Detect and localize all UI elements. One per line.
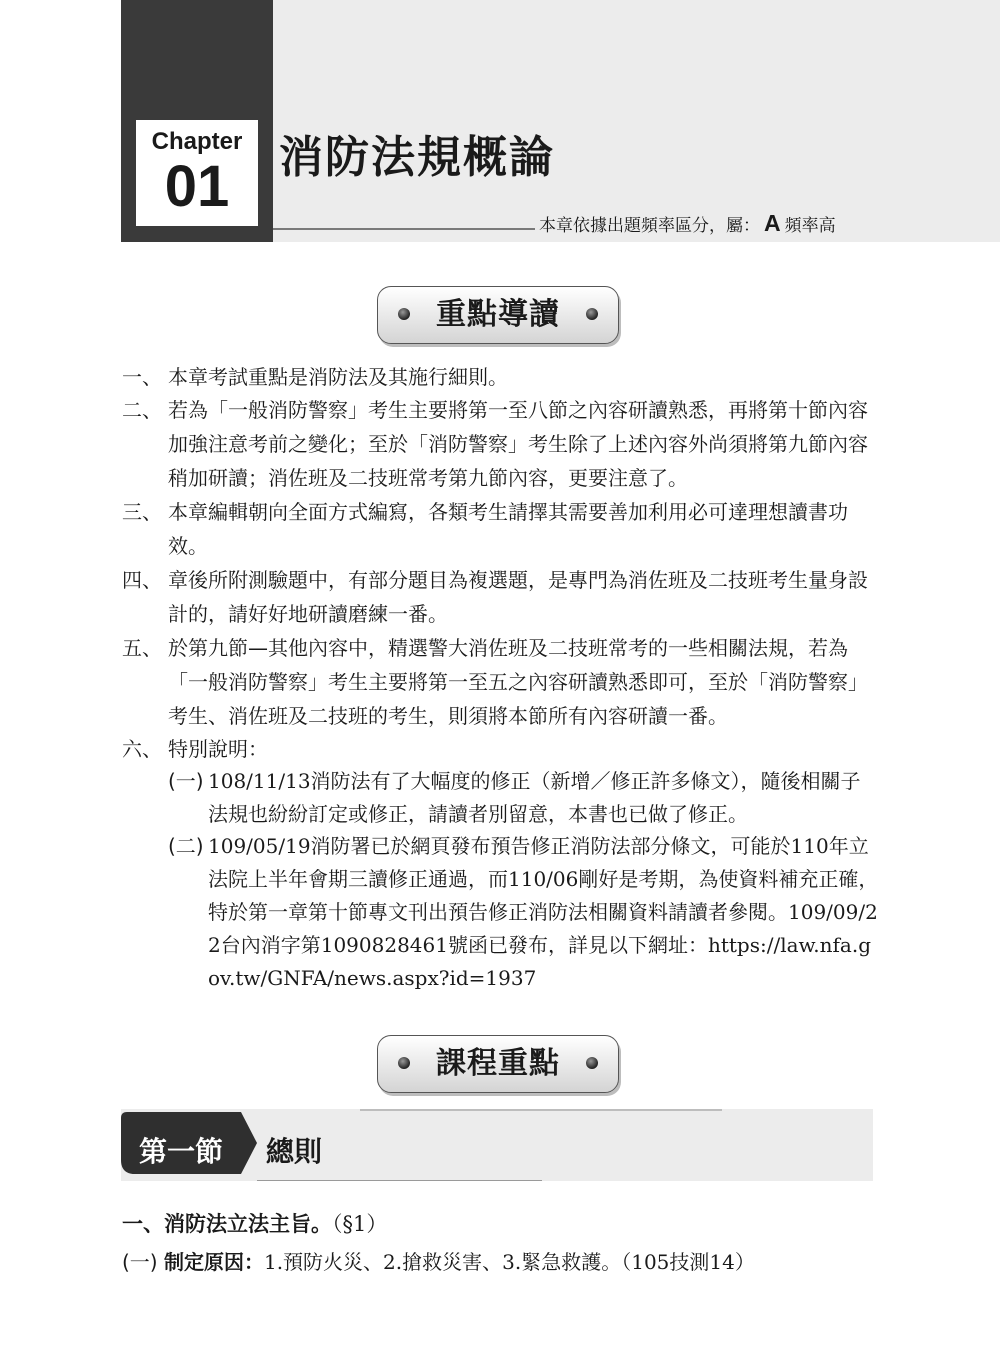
chapter-number: 01 — [164, 154, 230, 219]
divider — [257, 1180, 542, 1181]
divider — [273, 228, 535, 230]
guide-item — [122, 631, 882, 733]
guide-item — [122, 563, 882, 631]
item-text: 本章編輯朝向全面方式編寫，各類考生請擇其需要善加利用必可達理想讀書功效。 — [168, 500, 848, 558]
guide-item — [122, 732, 882, 766]
item-text: 本章考試重點是消防法及其施行細則。 — [168, 365, 508, 389]
section-label: 第一節 — [139, 1135, 224, 1168]
guide-item — [122, 393, 882, 495]
item-number: 三、 — [122, 500, 162, 524]
item-text: 特別說明： — [168, 737, 268, 761]
subitem-text: 108/11/13消防法有了大幅度的修正（新增／修正許多條文），隨後相關子法規也紛紛訂定或修正，請讀者別留意，本書也已做了修正。 — [208, 769, 861, 826]
chapter-word: Chapter — [151, 128, 243, 155]
subitem-text: 109/05/19消防署已於網頁發布預告修正消防法部分條文，可能於110年立法院上半年會期三讀修正通過，而110/06剛好是考期，為使資料補充正確，特於第一章第十節專文刊出預告修正消防法相關資料請讀者參閱。109/09/22台內消字第1090828461號函已發布，詳見以下網址：https://law.nfa.gov.tw/GNFA/news.aspx?id=1937 — [208, 834, 879, 990]
section-title: 總則 — [266, 1135, 323, 1168]
guide-heading-pill — [377, 286, 619, 344]
frequency-grade: A — [764, 210, 781, 236]
guide-subitem — [168, 765, 880, 831]
topic-heading-ref: （§1） — [332, 1212, 388, 1236]
topic-item-text: 1.預防火災、2.搶救災害、3.緊急救護。（105技測14） — [263, 1250, 755, 1274]
topic-item — [122, 1246, 755, 1278]
topic-item-number: (一) — [122, 1250, 158, 1274]
item-text: 若為「一般消防警察」考生主要將第一至八節之內容研讀熟悉，再將第十節內容加強注意考前之變化；至於「消防警察」考生除了上述內容外尚須將第九節內容稍加研讀；消佐班及二技班常考第九節內容，更要注意了。 — [168, 398, 868, 490]
guide-item — [122, 360, 882, 394]
guide-heading: 重點導讀 — [436, 297, 560, 332]
chapter-number-card — [136, 120, 258, 226]
frequency-prefix: 本章依據出題頻率區分，屬： — [539, 216, 760, 236]
guide-subitem — [168, 830, 880, 995]
course-heading: 課程重點 — [436, 1046, 560, 1081]
item-number: 二、 — [122, 398, 162, 422]
guide-item — [122, 495, 882, 563]
course-heading-pill — [377, 1035, 619, 1093]
topic-item-label: 制定原因： — [163, 1250, 264, 1274]
frequency-note — [539, 210, 836, 239]
subitem-number: (二) — [168, 834, 204, 858]
frequency-suffix: 頻率高 — [784, 216, 836, 236]
item-text: 章後所附測驗題中，有部分題目為複選題，是專門為消佐班及二技班考生量身設計的，請好好地研讀磨練一番。 — [168, 568, 868, 626]
item-number: 四、 — [122, 568, 162, 592]
item-number: 一、 — [122, 365, 162, 389]
topic-heading — [122, 1208, 387, 1240]
item-number: 六、 — [122, 737, 162, 761]
subitem-number: (一) — [168, 769, 204, 793]
topic-heading-text: 一、消防法立法主旨。 — [122, 1212, 332, 1236]
item-text: 於第九節—其他內容中，精選警大消佐班及二技班常考的一些相關法規，若為「一般消防警察」考生主要將第一至五之內容研讀熟悉即可，至於「消防警察」考生、消佐班及二技班的考生，則須將本節所有內容研讀一番。 — [168, 636, 868, 728]
divider — [360, 1109, 722, 1111]
chapter-title: 消防法規概論 — [279, 132, 555, 183]
item-number: 五、 — [122, 636, 162, 660]
